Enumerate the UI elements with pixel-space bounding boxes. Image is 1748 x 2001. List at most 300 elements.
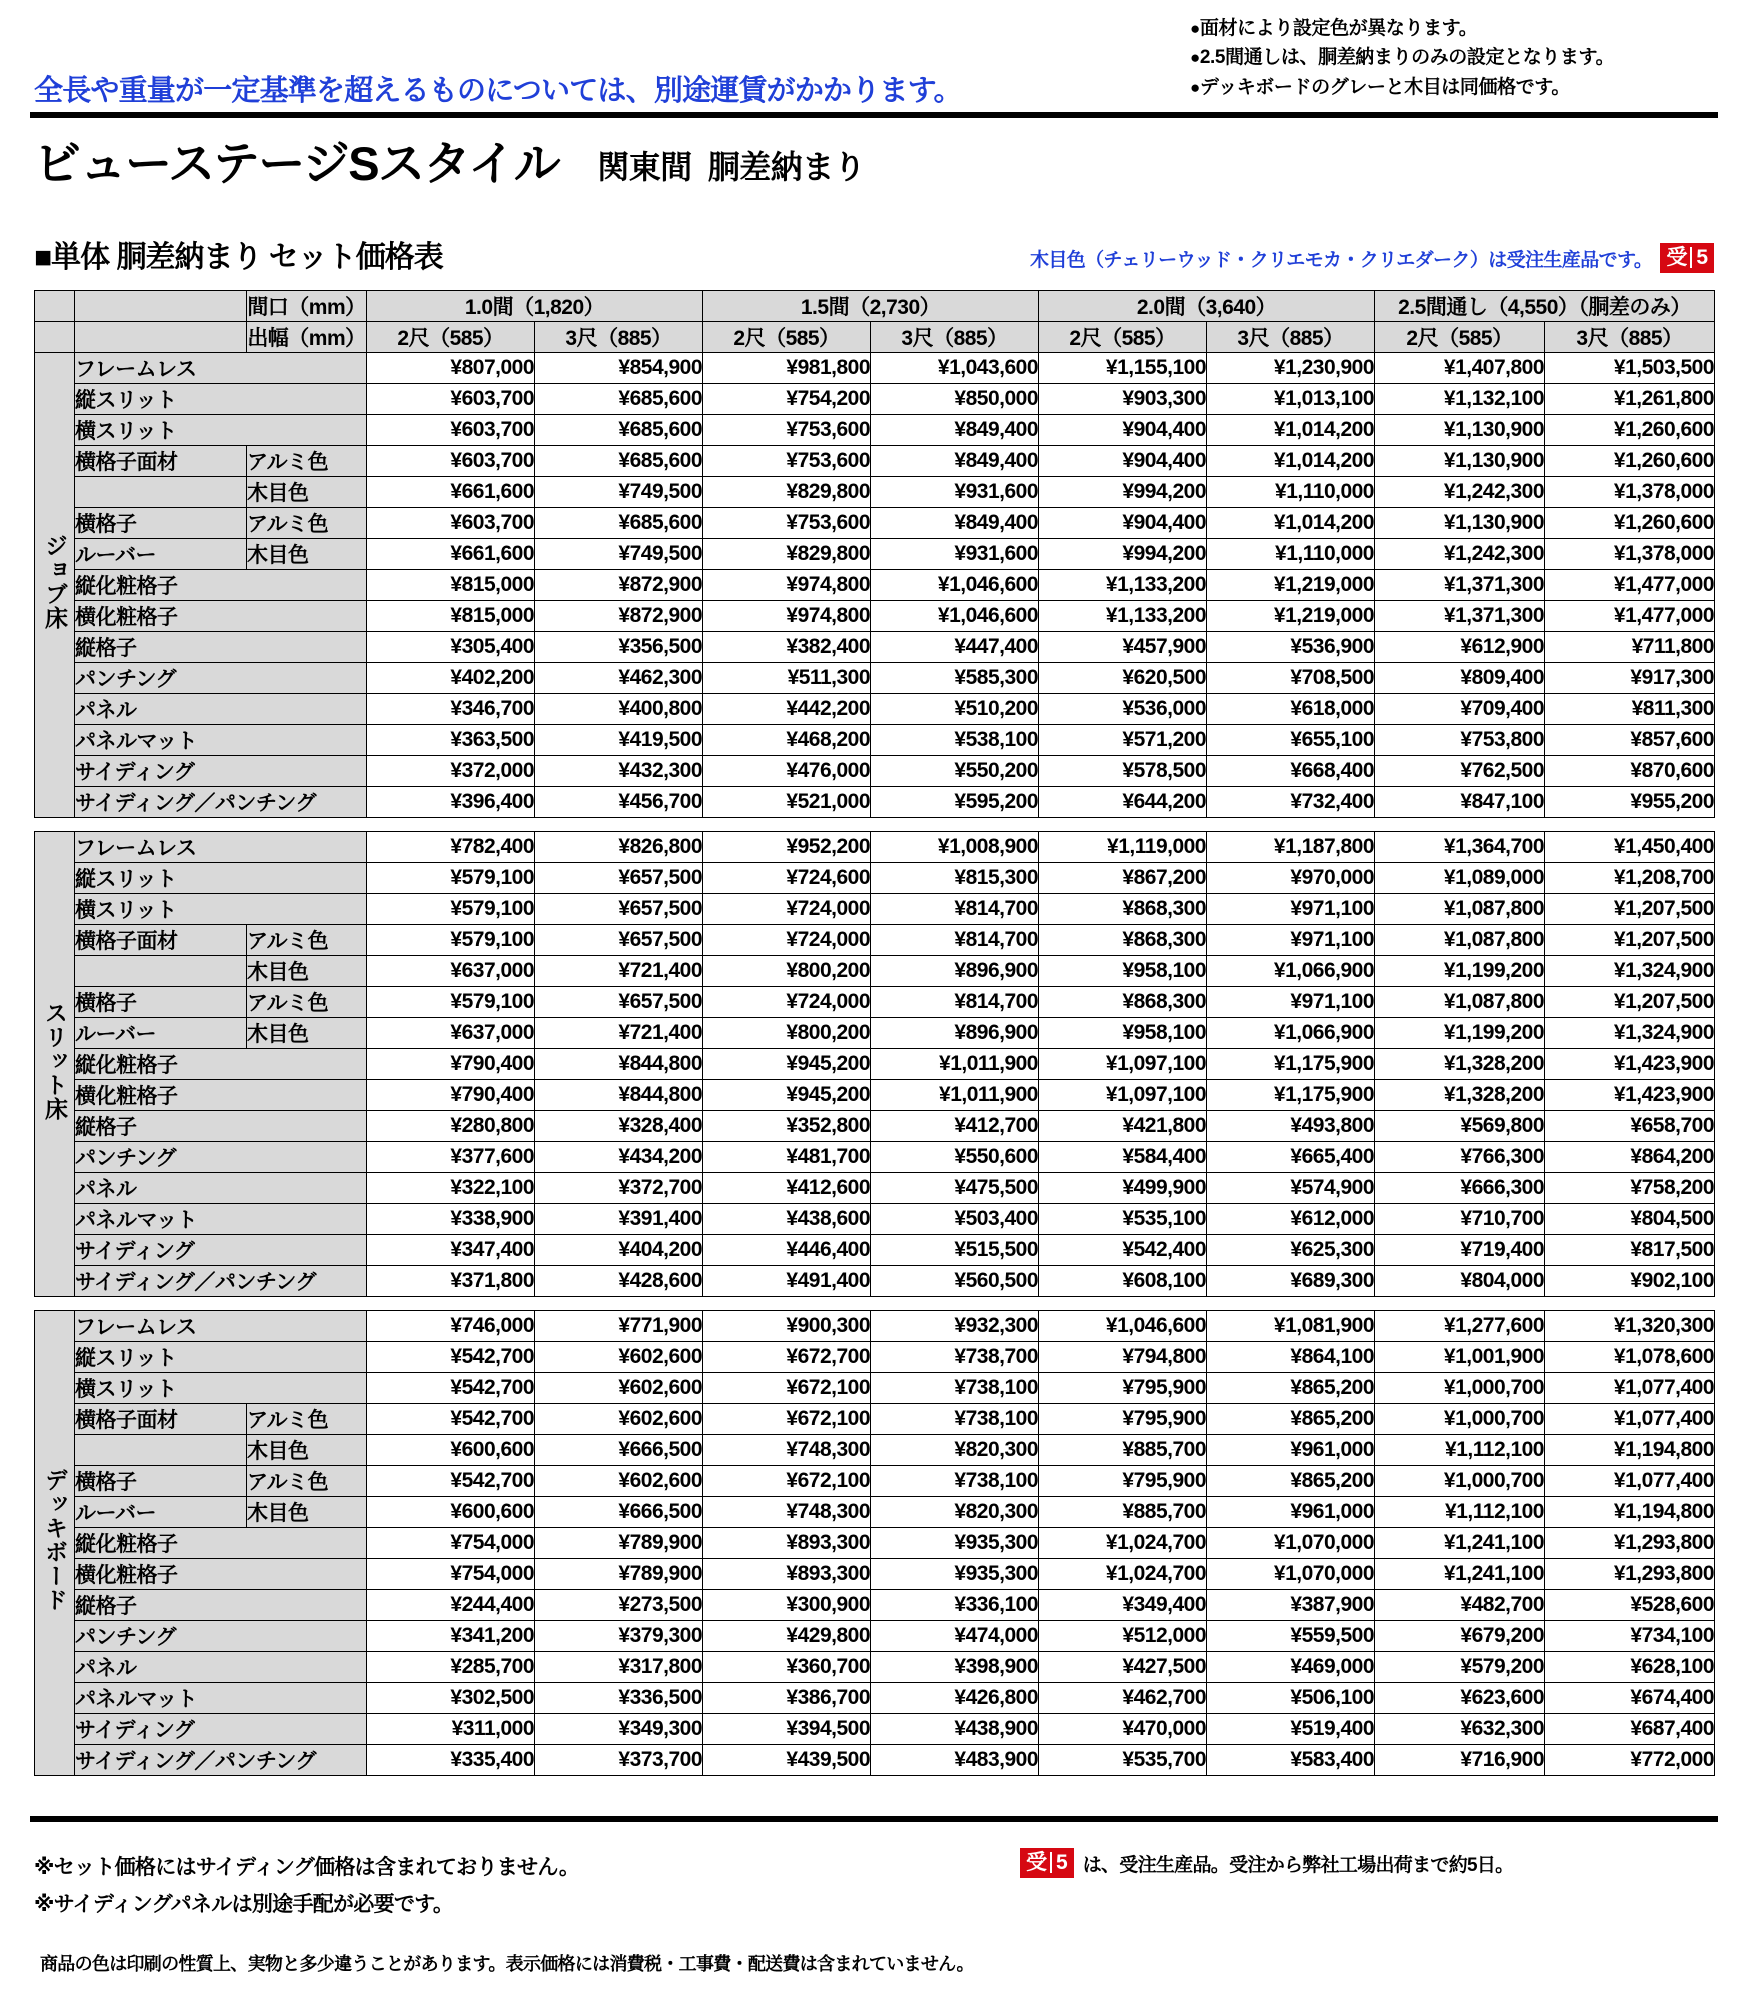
price-cell: ¥807,000 (367, 353, 535, 384)
price-cell: ¥829,800 (703, 539, 871, 570)
price-cell: ¥379,300 (535, 1621, 703, 1652)
row-sublabel: 木目色 (247, 956, 367, 987)
table-row (35, 353, 1715, 384)
header-depth: 3尺（885） (535, 322, 703, 353)
price-cell: ¥1,477,000 (1545, 601, 1715, 632)
price-cell: ¥391,400 (535, 1204, 703, 1235)
price-cell: ¥1,046,600 (871, 601, 1039, 632)
row-label: 横格子面材 (75, 446, 247, 477)
table-row (35, 1497, 1715, 1528)
footer-badge-note (1020, 1848, 1513, 1878)
section-gap (35, 1297, 1715, 1311)
row-sublabel: 木目色 (247, 1497, 367, 1528)
price-cell: ¥685,600 (535, 415, 703, 446)
price-cell: ¥1,293,800 (1545, 1559, 1715, 1590)
price-cell: ¥462,700 (1039, 1683, 1207, 1714)
price-cell: ¥800,200 (703, 1018, 871, 1049)
footer-notes (34, 1850, 579, 1924)
price-cell: ¥1,087,800 (1375, 925, 1545, 956)
header-depth: 2尺（585） (703, 322, 871, 353)
row-label: パンチング (75, 663, 367, 694)
row-label: サイディング／パンチング (75, 1266, 367, 1297)
price-cell: ¥1,503,500 (1545, 353, 1715, 384)
price-cell: ¥349,300 (535, 1714, 703, 1745)
price-cell: ¥814,700 (871, 894, 1039, 925)
price-cell: ¥402,200 (367, 663, 535, 694)
price-cell: ¥748,300 (703, 1435, 871, 1466)
price-cell: ¥1,133,200 (1039, 570, 1207, 601)
price-cell: ¥412,600 (703, 1173, 871, 1204)
page-subtitle: 関東間 胴差納まり (597, 149, 866, 185)
price-cell: ¥535,700 (1039, 1745, 1207, 1776)
price-cell: ¥1,014,200 (1207, 415, 1375, 446)
price-cell: ¥1,008,900 (871, 832, 1039, 863)
price-cell: ¥672,100 (703, 1466, 871, 1497)
row-label: 横格子面材 (75, 925, 247, 956)
price-cell: ¥1,175,900 (1207, 1080, 1375, 1111)
price-cell: ¥317,800 (535, 1652, 703, 1683)
price-cell: ¥746,000 (367, 1311, 535, 1342)
price-cell: ¥945,200 (703, 1080, 871, 1111)
row-label (75, 1435, 247, 1466)
header-width-group: 2.5間通し（4,550）（胴差のみ） (1375, 291, 1715, 322)
price-cell: ¥1,261,800 (1545, 384, 1715, 415)
badge-char: 受 (1666, 247, 1692, 268)
table-row (35, 1652, 1715, 1683)
row-sublabel: アルミ色 (247, 508, 367, 539)
price-cell: ¥538,100 (871, 725, 1039, 756)
price-cell: ¥579,100 (367, 894, 535, 925)
price-cell: ¥1,130,900 (1375, 508, 1545, 539)
price-cell: ¥782,400 (367, 832, 535, 863)
price-cell: ¥346,700 (367, 694, 535, 725)
price-cell: ¥872,900 (535, 570, 703, 601)
price-cell: ¥931,600 (871, 539, 1039, 570)
price-cell: ¥644,200 (1039, 787, 1207, 818)
price-cell: ¥623,600 (1375, 1683, 1545, 1714)
price-cell: ¥748,300 (703, 1497, 871, 1528)
price-cell: ¥510,200 (871, 694, 1039, 725)
price-cell: ¥710,700 (1375, 1204, 1545, 1235)
header-maguchi: 間口（mm） (247, 291, 367, 322)
price-cell: ¥1,324,900 (1545, 956, 1715, 987)
header-width-group: 2.0間（3,640） (1039, 291, 1375, 322)
price-cell: ¥628,100 (1545, 1652, 1715, 1683)
price-cell: ¥868,300 (1039, 925, 1207, 956)
price-cell: ¥1,066,900 (1207, 956, 1375, 987)
price-cell: ¥849,400 (871, 446, 1039, 477)
price-cell: ¥1,260,600 (1545, 446, 1715, 477)
price-cell: ¥974,800 (703, 570, 871, 601)
row-label: パネル (75, 694, 367, 725)
price-cell: ¥1,207,500 (1545, 894, 1715, 925)
price-cell: ¥475,500 (871, 1173, 1039, 1204)
price-cell: ¥1,230,900 (1207, 353, 1375, 384)
price-cell: ¥457,900 (1039, 632, 1207, 663)
price-cell: ¥493,800 (1207, 1111, 1375, 1142)
price-cell: ¥632,300 (1375, 1714, 1545, 1745)
price-cell: ¥655,100 (1207, 725, 1375, 756)
price-cell: ¥721,400 (535, 956, 703, 987)
price-cell: ¥865,200 (1207, 1404, 1375, 1435)
table-row (35, 925, 1715, 956)
price-cell: ¥542,400 (1039, 1235, 1207, 1266)
row-label: 縦化粧格子 (75, 570, 367, 601)
price-cell: ¥754,000 (367, 1559, 535, 1590)
made-to-order-badge (1660, 243, 1714, 273)
price-cell: ¥1,378,000 (1545, 539, 1715, 570)
header-width-group: 1.5間（2,730） (703, 291, 1039, 322)
table-row (35, 1342, 1715, 1373)
price-cell: ¥795,900 (1039, 1466, 1207, 1497)
price-cell: ¥569,800 (1375, 1111, 1545, 1142)
price-cell: ¥795,900 (1039, 1373, 1207, 1404)
price-cell: ¥724,600 (703, 863, 871, 894)
price-cell: ¥438,600 (703, 1204, 871, 1235)
price-cell: ¥753,600 (703, 415, 871, 446)
price-cell: ¥285,700 (367, 1652, 535, 1683)
price-cell: ¥559,500 (1207, 1621, 1375, 1652)
price-cell: ¥809,400 (1375, 663, 1545, 694)
price-cell: ¥511,300 (703, 663, 871, 694)
price-cell: ¥1,371,300 (1375, 601, 1545, 632)
price-cell: ¥371,800 (367, 1266, 535, 1297)
price-cell: ¥512,000 (1039, 1621, 1207, 1652)
price-cell: ¥349,400 (1039, 1590, 1207, 1621)
price-cell: ¥849,400 (871, 415, 1039, 446)
table-row (35, 725, 1715, 756)
price-cell: ¥521,000 (703, 787, 871, 818)
section-gap (35, 818, 1715, 832)
price-cell: ¥491,400 (703, 1266, 871, 1297)
table-row (35, 1373, 1715, 1404)
row-label: パンチング (75, 1142, 367, 1173)
table-row (35, 1559, 1715, 1590)
price-cell: ¥1,110,000 (1207, 477, 1375, 508)
price-cell: ¥1,194,800 (1545, 1435, 1715, 1466)
table-row (35, 756, 1715, 787)
price-cell: ¥382,400 (703, 632, 871, 663)
row-label: 縦格子 (75, 632, 367, 663)
price-cell: ¥657,500 (535, 894, 703, 925)
price-cell: ¥857,600 (1545, 725, 1715, 756)
price-cell: ¥1,293,800 (1545, 1528, 1715, 1559)
row-label: 横格子 (75, 987, 247, 1018)
price-cell: ¥904,400 (1039, 415, 1207, 446)
price-cell: ¥665,400 (1207, 1142, 1375, 1173)
section-label-1: スリット床 (35, 832, 75, 1297)
row-label: ルーバー (75, 1018, 247, 1049)
price-cell: ¥1,097,100 (1039, 1080, 1207, 1111)
price-cell: ¥468,200 (703, 725, 871, 756)
row-label: 横化粧格子 (75, 1080, 367, 1111)
price-cell: ¥794,800 (1039, 1342, 1207, 1373)
table-row (35, 1018, 1715, 1049)
price-cell: ¥535,100 (1039, 1204, 1207, 1235)
price-cell: ¥571,200 (1039, 725, 1207, 756)
price-cell: ¥1,187,800 (1207, 832, 1375, 863)
table-row (35, 894, 1715, 925)
price-cell: ¥1,194,800 (1545, 1497, 1715, 1528)
price-cell: ¥427,500 (1039, 1652, 1207, 1683)
header-blank2 (75, 322, 247, 353)
price-cell: ¥657,500 (535, 987, 703, 1018)
price-cell: ¥815,000 (367, 601, 535, 632)
table-header-row-width (35, 291, 1715, 322)
table-row (35, 1311, 1715, 1342)
price-cell: ¥612,000 (1207, 1204, 1375, 1235)
header-depth: 3尺（885） (871, 322, 1039, 353)
price-cell: ¥336,500 (535, 1683, 703, 1714)
price-cell: ¥672,100 (703, 1404, 871, 1435)
table-row (35, 1590, 1715, 1621)
row-sublabel: アルミ色 (247, 925, 367, 956)
price-cell: ¥280,800 (367, 1111, 535, 1142)
title-block (34, 137, 866, 190)
price-cell: ¥1,077,400 (1545, 1404, 1715, 1435)
price-cell: ¥971,100 (1207, 925, 1375, 956)
price-cell: ¥1,328,200 (1375, 1049, 1545, 1080)
row-label: 縦スリット (75, 863, 367, 894)
price-cell: ¥1,066,900 (1207, 1018, 1375, 1049)
table-row (35, 1466, 1715, 1497)
table-row (35, 415, 1715, 446)
table-row (35, 601, 1715, 632)
price-cell: ¥826,800 (535, 832, 703, 863)
price-cell: ¥1,077,400 (1545, 1466, 1715, 1497)
header-depth: 2尺（585） (1039, 322, 1207, 353)
row-label: パネルマット (75, 1683, 367, 1714)
price-cell: ¥1,407,800 (1375, 353, 1545, 384)
price-cell: ¥870,600 (1545, 756, 1715, 787)
price-cell: ¥1,112,100 (1375, 1435, 1545, 1466)
row-label: サイディング (75, 1714, 367, 1745)
price-cell: ¥483,900 (871, 1745, 1039, 1776)
price-cell: ¥1,024,700 (1039, 1528, 1207, 1559)
price-cell: ¥432,300 (535, 756, 703, 787)
price-cell: ¥335,400 (367, 1745, 535, 1776)
price-cell: ¥550,600 (871, 1142, 1039, 1173)
row-sublabel: 木目色 (247, 1018, 367, 1049)
price-cell: ¥893,300 (703, 1559, 871, 1590)
page-title: ビューステージSスタイル (34, 137, 560, 190)
price-cell: ¥300,900 (703, 1590, 871, 1621)
price-cell: ¥1,070,000 (1207, 1528, 1375, 1559)
row-sublabel: アルミ色 (247, 987, 367, 1018)
price-cell: ¥815,300 (871, 863, 1039, 894)
price-cell: ¥574,900 (1207, 1173, 1375, 1204)
price-cell: ¥536,000 (1039, 694, 1207, 725)
price-cell: ¥804,000 (1375, 1266, 1545, 1297)
price-cell: ¥854,900 (535, 353, 703, 384)
price-cell: ¥1,199,200 (1375, 956, 1545, 987)
price-cell: ¥935,300 (871, 1528, 1039, 1559)
price-cell: ¥900,300 (703, 1311, 871, 1342)
price-cell: ¥1,087,800 (1375, 987, 1545, 1018)
price-cell: ¥421,800 (1039, 1111, 1207, 1142)
price-cell: ¥637,000 (367, 956, 535, 987)
price-cell: ¥844,800 (535, 1049, 703, 1080)
price-cell: ¥595,200 (871, 787, 1039, 818)
table-row (35, 1173, 1715, 1204)
bullet-icon: ● (1190, 77, 1200, 97)
badge-num: 5 (1696, 246, 1708, 269)
table-row (35, 1714, 1715, 1745)
price-cell: ¥305,400 (367, 632, 535, 663)
top-note-1: ●面材により設定色が異なります。 (1190, 18, 1478, 39)
price-cell: ¥795,900 (1039, 1404, 1207, 1435)
price-cell: ¥579,100 (367, 925, 535, 956)
price-cell: ¥377,600 (367, 1142, 535, 1173)
price-cell: ¥352,800 (703, 1111, 871, 1142)
price-cell: ¥426,800 (871, 1683, 1039, 1714)
price-cell: ¥1,328,200 (1375, 1080, 1545, 1111)
price-cell: ¥429,800 (703, 1621, 871, 1652)
footer-note-2: ※サイディングパネルは別途手配が必要です。 (34, 1892, 454, 1916)
price-cell: ¥1,046,600 (871, 570, 1039, 601)
price-cell: ¥447,400 (871, 632, 1039, 663)
row-label: ルーバー (75, 1497, 247, 1528)
row-label: サイディング／パンチング (75, 787, 367, 818)
footer-badge-text: は、受注生産品。受注から弊社工場出荷まで約5日。 (1082, 1854, 1514, 1876)
price-cell: ¥373,700 (535, 1745, 703, 1776)
price-cell: ¥1,110,000 (1207, 539, 1375, 570)
price-cell: ¥772,000 (1545, 1745, 1715, 1776)
section-label-2: デッキボード (35, 1311, 75, 1776)
price-cell: ¥1,175,900 (1207, 1049, 1375, 1080)
price-cell: ¥347,400 (367, 1235, 535, 1266)
price-cell: ¥1,081,900 (1207, 1311, 1375, 1342)
price-cell: ¥732,400 (1207, 787, 1375, 818)
price-cell: ¥1,324,900 (1545, 1018, 1715, 1049)
row-label: パネル (75, 1652, 367, 1683)
table-row (35, 632, 1715, 663)
table-row (35, 1142, 1715, 1173)
price-cell: ¥372,000 (367, 756, 535, 787)
price-cell: ¥322,100 (367, 1173, 535, 1204)
price-cell: ¥603,700 (367, 446, 535, 477)
top-note-3: ●デッキボードのグレーと木目は同価格です。 (1190, 76, 1570, 98)
price-cell: ¥672,700 (703, 1342, 871, 1373)
price-cell: ¥506,100 (1207, 1683, 1375, 1714)
price-cell: ¥815,000 (367, 570, 535, 601)
price-cell: ¥864,100 (1207, 1342, 1375, 1373)
table-row (35, 384, 1715, 415)
top-note-2: ●2.5間通しは、胴差納まりのみの設定となります。 (1190, 47, 1615, 69)
price-cell: ¥724,000 (703, 987, 871, 1018)
price-table (34, 290, 1715, 1776)
price-cell: ¥1,046,600 (1039, 1311, 1207, 1342)
row-label: フレームレス (75, 832, 367, 863)
price-cell: ¥666,300 (1375, 1173, 1545, 1204)
price-cell: ¥766,300 (1375, 1142, 1545, 1173)
price-cell: ¥931,600 (871, 477, 1039, 508)
price-cell: ¥438,900 (871, 1714, 1039, 1745)
price-cell: ¥885,700 (1039, 1497, 1207, 1528)
price-cell: ¥994,200 (1039, 539, 1207, 570)
top-notes (1190, 14, 1720, 102)
row-label: 横格子面材 (75, 1404, 247, 1435)
row-label: パネル (75, 1173, 367, 1204)
price-cell: ¥789,900 (535, 1559, 703, 1590)
row-label: 縦格子 (75, 1590, 367, 1621)
bullet-icon: ● (1190, 48, 1200, 68)
price-cell: ¥1,423,900 (1545, 1080, 1715, 1111)
price-cell: ¥602,600 (535, 1466, 703, 1497)
table-row (35, 1745, 1715, 1776)
table-row (35, 1235, 1715, 1266)
price-cell: ¥1,078,600 (1545, 1342, 1715, 1373)
price-cell: ¥585,300 (871, 663, 1039, 694)
table-row (35, 863, 1715, 894)
row-sublabel: 木目色 (247, 1435, 367, 1466)
row-label: フレームレス (75, 353, 367, 384)
price-cell: ¥583,400 (1207, 1745, 1375, 1776)
price-cell: ¥1,119,000 (1039, 832, 1207, 863)
price-cell: ¥602,600 (535, 1342, 703, 1373)
header-corner-blank2 (75, 291, 247, 322)
price-cell: ¥711,800 (1545, 632, 1715, 663)
price-cell: ¥336,100 (871, 1590, 1039, 1621)
table-row (35, 1111, 1715, 1142)
price-cell: ¥412,700 (871, 1111, 1039, 1142)
price-cell: ¥1,000,700 (1375, 1373, 1545, 1404)
row-label: 横スリット (75, 1373, 367, 1404)
price-cell: ¥709,400 (1375, 694, 1545, 725)
price-cell: ¥428,600 (535, 1266, 703, 1297)
price-cell: ¥1,208,700 (1545, 863, 1715, 894)
price-cell: ¥1,364,700 (1375, 832, 1545, 863)
price-cell: ¥974,800 (703, 601, 871, 632)
price-cell: ¥753,600 (703, 508, 871, 539)
price-cell: ¥462,300 (535, 663, 703, 694)
price-cell: ¥917,300 (1545, 663, 1715, 694)
price-cell: ¥612,900 (1375, 632, 1545, 663)
price-cell: ¥542,700 (367, 1466, 535, 1497)
price-cell: ¥620,500 (1039, 663, 1207, 694)
price-cell: ¥244,400 (367, 1590, 535, 1621)
header-dehaba: 出幅（mm） (247, 322, 367, 353)
price-cell: ¥865,200 (1207, 1373, 1375, 1404)
row-label: パネルマット (75, 1204, 367, 1235)
price-cell: ¥328,400 (535, 1111, 703, 1142)
price-cell: ¥958,100 (1039, 956, 1207, 987)
badge-char: 受 (1026, 1852, 1052, 1873)
price-cell: ¥419,500 (535, 725, 703, 756)
price-cell: ¥579,100 (367, 987, 535, 1018)
price-cell: ¥789,900 (535, 1528, 703, 1559)
price-cell: ¥814,700 (871, 925, 1039, 956)
price-cell: ¥981,800 (703, 353, 871, 384)
price-cell: ¥1,000,700 (1375, 1466, 1545, 1497)
price-cell: ¥672,100 (703, 1373, 871, 1404)
price-cell: ¥896,900 (871, 956, 1039, 987)
price-cell: ¥1,207,500 (1545, 925, 1715, 956)
row-label: 横化粧格子 (75, 601, 367, 632)
row-label: 縦化粧格子 (75, 1049, 367, 1080)
section-heading: ■単体 胴差納まり セット価格表 (34, 241, 443, 274)
price-cell: ¥1,219,000 (1207, 601, 1375, 632)
price-cell: ¥1,260,600 (1545, 508, 1715, 539)
price-cell: ¥474,000 (871, 1621, 1039, 1652)
header-depth: 3尺（885） (1207, 322, 1375, 353)
price-cell: ¥338,900 (367, 1204, 535, 1235)
row-label: サイディング (75, 756, 367, 787)
order-production-note (1030, 243, 1714, 273)
price-cell: ¥902,100 (1545, 1266, 1715, 1297)
table-row (35, 1683, 1715, 1714)
price-cell: ¥935,300 (871, 1559, 1039, 1590)
